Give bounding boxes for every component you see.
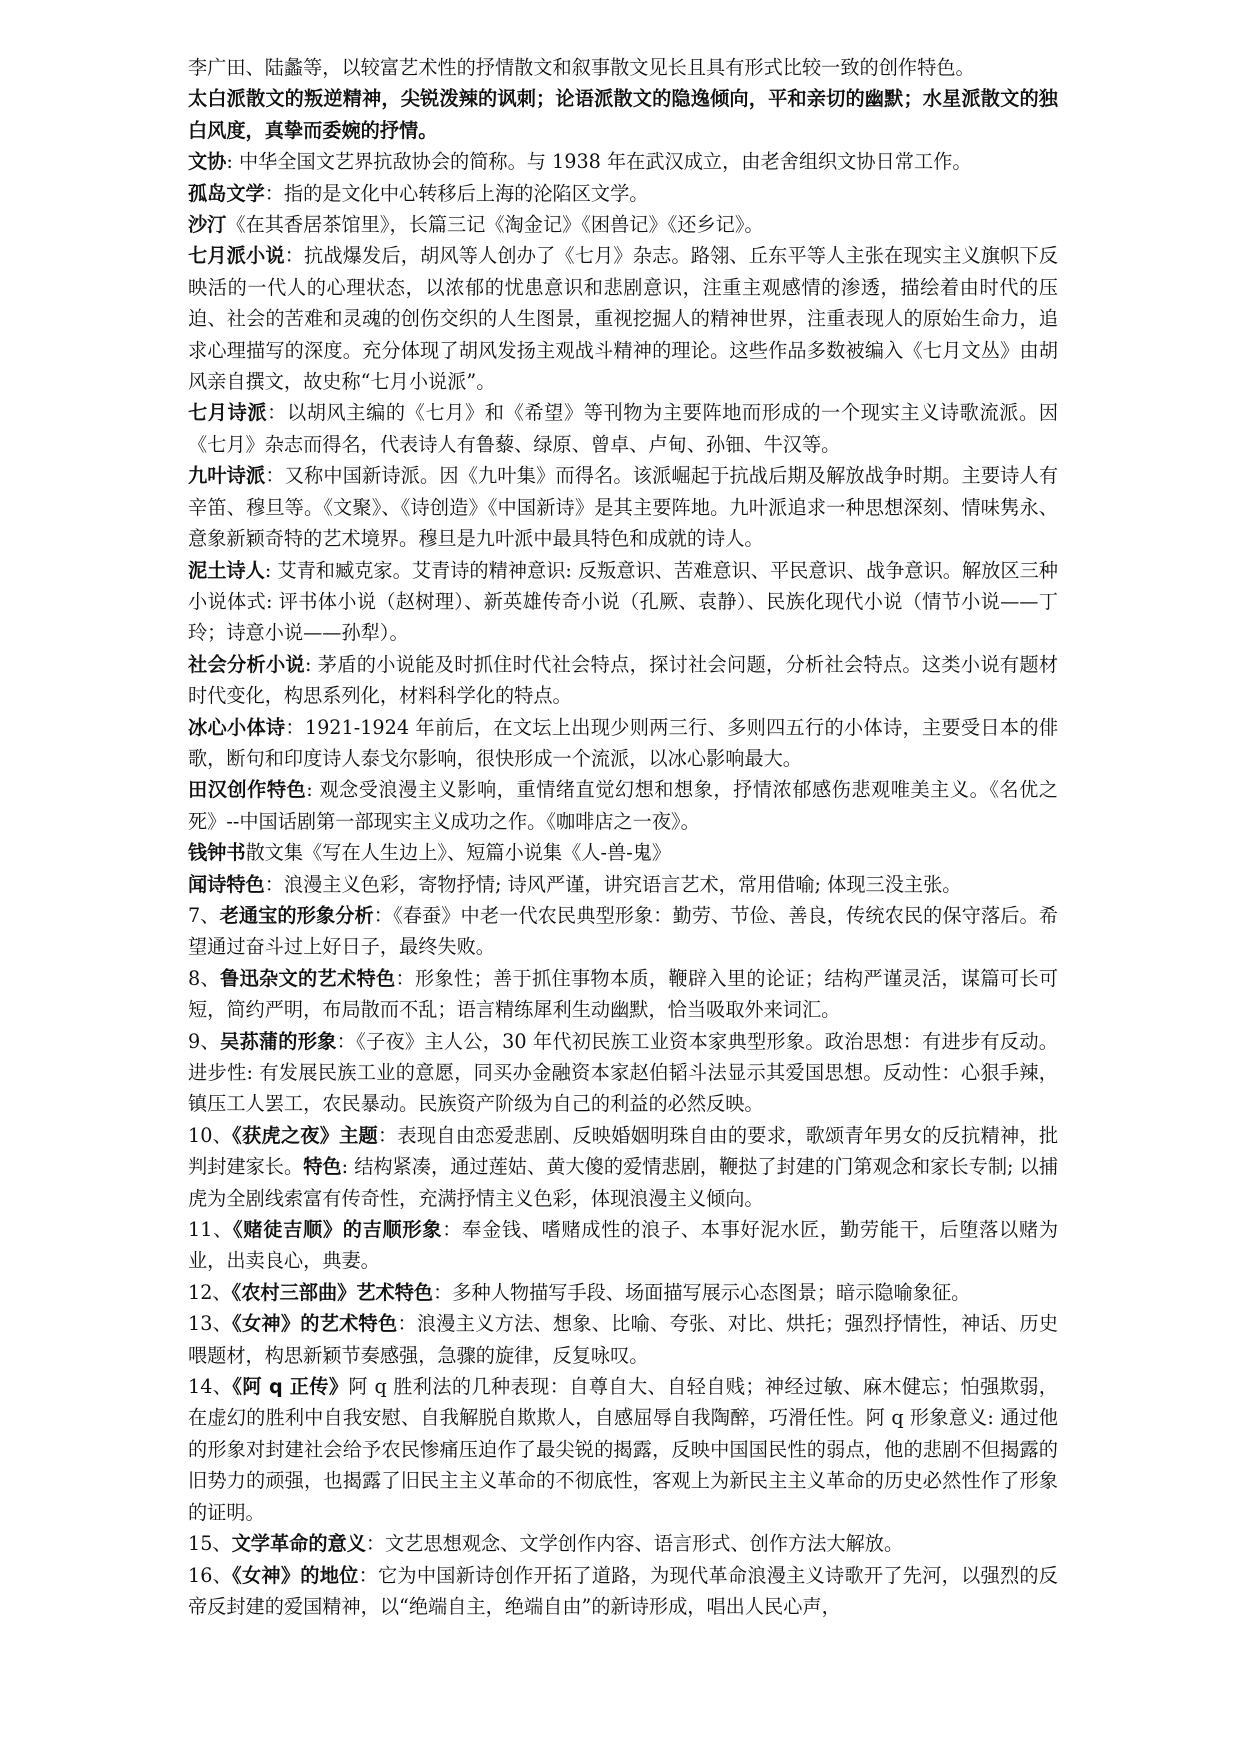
- paragraph-heading: 社会分析小说: [188, 652, 305, 676]
- paragraph-heading: 鲁迅杂文的艺术特色: [220, 966, 396, 990]
- paragraph-heading: 《获虎之夜》主题: [232, 1123, 378, 1147]
- item-number: 9、: [188, 1029, 220, 1053]
- paragraph-heading: 文协: [188, 150, 227, 174]
- paragraph-text: ：它为中国新诗创作开拓了道路，为现代革命浪漫主义诗歌开了先河，以强烈的反帝反封建的爱国精神，以“绝端自主，绝端自由”的新诗形成，唱出人民心声，: [188, 1563, 1058, 1618]
- paragraph-heading: 《女神》的艺术特色: [232, 1312, 398, 1336]
- item-number: 8、: [188, 966, 221, 990]
- paragraph-text: 《在其香居茶馆里》，长篇三记《淘金记》《困兽记》《还乡记》。: [226, 213, 764, 237]
- paragraph-qiyue-fiction: [188, 240, 1058, 397]
- paragraph-text: 阿 q 胜利法的几种表现：自尊自大、自轻自贱；神经过敏、麻木健忘；怕强欺弱，在虚幻的胜利中自我安慰、自我解脱自欺欺人，自感屈辱自我陶醉，巧滑任性。阿 q 形象意义: 通过他的形象对封建社会给予农民惨痛压迫作了最尖锐的揭露，反映中国国民性的弱点，他的悲剧不但揭露的旧势力的顽强，也揭露了旧民主主义革命的不彻底性，客观上为新民主主义革命的历史必然性作了形象的证明。: [188, 1375, 1058, 1524]
- paragraph-text: ：以胡风主编的《七月》和《希望》等刊物为主要阵地而形成的一个现实主义诗歌流派。因《七月》杂志而得名，代表诗人有鲁藜、绿原、曾卓、卢甸、孙钿、牛汉等。: [188, 401, 1059, 456]
- paragraph-soil-poets: [188, 555, 1058, 649]
- paragraph-heading: 孤岛文学: [188, 181, 265, 205]
- paragraph-text: ：《春蚕》中老一代农民典型形象：勤劳、节俭、善良，传统农民的保守落后。希望通过奋斗过上好日子，最终失败。: [188, 903, 1058, 959]
- paragraph-text: ：指的是文化中心转移后上海的沦陷区文学。: [264, 181, 649, 205]
- paragraph-heading: 吴荪蒲的形象: [219, 1029, 337, 1053]
- paragraph-heading: 泥土诗人: [188, 558, 265, 582]
- paragraph-text: ：又称中国新诗派。因《九叶集》而得名。该派崛起于抗战后期及解放战争时期。主要诗人有辛笛、穆旦等。《文聚》、《诗创造》《中国新诗》是其主要阵地。九叶派追求一种思想深刻、情味隽永、意象新颖奇特的艺术境界。穆旦是九叶派中最具特色和成就的诗人。: [188, 464, 1059, 551]
- paragraph-item-7: [188, 900, 1058, 963]
- item-number: 11、: [188, 1218, 234, 1242]
- paragraph-bingxin-poems: [188, 712, 1058, 775]
- paragraph-heading: 《农村三部曲》艺术特色: [231, 1280, 434, 1304]
- paragraph-social-analysis: [188, 649, 1058, 712]
- paragraph-item-14: [188, 1371, 1058, 1528]
- paragraph-item-11: [188, 1214, 1058, 1277]
- paragraph-heading: 《赌徒吉顺》的吉顺形象: [233, 1218, 443, 1242]
- item-number: 13、: [188, 1312, 233, 1336]
- paragraph-heading: 冰心小体诗: [188, 715, 286, 739]
- paragraph-tian-han: [188, 774, 1058, 837]
- paragraph-heading: 钱钟书: [188, 841, 246, 865]
- paragraph-qiyue-poetry: [188, 397, 1058, 460]
- item-number: 16、: [188, 1563, 233, 1587]
- paragraph-heading: 闻诗特色: [188, 872, 265, 896]
- paragraph-text: ：形象性；善于抓住事物本质，鞭辟入里的论证；结构严谨灵活，谋篇可长可短，简约严明，布局散而不乱；语言精练犀利生动幽默，恰当吸取外来词汇。: [188, 966, 1059, 1022]
- paragraph-item-15: [188, 1528, 1058, 1559]
- item-number: 15、: [188, 1532, 232, 1556]
- paragraph-subtext: : 结构紧凑，通过莲姑、黄大傻的爱情悲剧，鞭挞了封建的门第观念和家长专制; 以捕虎为全剧线索富有传奇性，充满抒情主义色彩，体现浪漫主义倾向。: [188, 1155, 1059, 1210]
- paragraph-text: 李广田、陆蠡等，以较富艺术性的抒情散文和叙事散文见长且具有形式比较一致的创作特色。: [188, 56, 975, 79]
- paragraph-heading: 沙汀: [188, 213, 227, 237]
- paragraph-text: ：表现自由恋爱悲剧、反映婚姻明珠自由的要求，歌颂青年男女的反抗精神，批判封建家长。: [188, 1123, 1059, 1179]
- paragraph-heading: 九叶诗派: [188, 464, 266, 488]
- paragraph-item-12: [188, 1277, 1058, 1308]
- item-number: 14、: [188, 1375, 233, 1399]
- document-page: [188, 52, 1058, 1622]
- paragraph-item-8: [188, 963, 1058, 1026]
- item-number: 10、: [188, 1123, 233, 1147]
- paragraph-gudao-wenxue: [188, 178, 1058, 209]
- paragraph-text: : 观念受浪漫主义影响，重情绪直觉幻想和想象，抒情浓郁感伤悲观唯美主义。《名优之死》--中国话剧第一部现实主义成功之作。《咖啡店之一夜》。: [188, 778, 1058, 833]
- paragraph-heading: 老通宝的形象分析: [219, 903, 374, 927]
- paragraph-item-9: [188, 1026, 1058, 1120]
- paragraph-heading: 文学革命的意义: [231, 1532, 366, 1556]
- paragraph-subheading: 特色: [303, 1155, 342, 1179]
- paragraph-text: : 中华全国文艺界抗敌协会的简称。与 1938 年在武汉成立，由老舍组织文协日常工作。: [226, 150, 972, 174]
- paragraph-text: ：文艺思想观念、文学创作内容、语言形式、创作方法大解放。: [365, 1532, 904, 1556]
- item-number: 7、: [188, 903, 220, 927]
- paragraph-text: ：《子夜》主人公，30 年代初民族工业资本家典型形象。政治思想：有进步有反动。进步性: 有发展民族工业的意愿，同买办金融资本家赵伯韬斗法显示其爱国思想。反动性：心狠手辣，镇压工人罢工，农民暴动。民族资产阶级为自己的利益的必然反映。: [188, 1029, 1058, 1116]
- paragraph-wen-yiduo: [188, 869, 1058, 900]
- paragraph-text: 散文集《写在人生边上》、短篇小说集《人-兽-鬼》: [245, 841, 672, 865]
- paragraph-qian-zhongshu: [188, 837, 1058, 868]
- paragraph-text: : 艾青和臧克家。艾青诗的精神意识: 反叛意识、苦难意识、平民意识、战争意识。解放区三种小说体式: 评书体小说（赵树理）、新英雄传奇小说（孔厥、袁静）、民族化现代小说（情节小说——丁玲；诗意小说——孙犁）。: [188, 558, 1058, 645]
- item-number: 12、: [188, 1280, 232, 1304]
- paragraph-prose-schools: [188, 83, 1058, 146]
- paragraph-item-13: [188, 1308, 1058, 1371]
- paragraph-heading: 《阿 q 正传》: [232, 1375, 349, 1399]
- paragraph-text: : 茅盾的小说能及时抓住时代社会特点，探讨社会问题，分析社会特点。这类小说有题材时代变化，构思系列化，材料科学化的特点。: [188, 652, 1059, 708]
- paragraph-heading: 《女神》的地位: [232, 1563, 359, 1587]
- paragraph-heading: 田汉创作特色: [188, 778, 307, 802]
- paragraph-heading: 七月派小说: [188, 244, 285, 268]
- paragraph-heading: 七月诗派: [188, 401, 268, 425]
- paragraph-wenxie: [188, 146, 1058, 177]
- paragraph-text: ：浪漫主义方法、想象、比喻、夸张、对比、烘托；强烈抒情性，神话、历史喂题材，构思新颖节奏感强，急骤的旋律，反复咏叹。: [188, 1312, 1059, 1367]
- paragraph-text: ：多种人物描写手段、场面描写展示心态图景；暗示隐喻象征。: [433, 1280, 971, 1304]
- paragraph-text: ：抗战爆发后，胡风等人创办了《七月》杂志。路翎、丘东平等人主张在现实主义旗帜下反映活的一代人的心理状态，以浓郁的忧患意识和悲剧意识，注重主观感情的渗透，描绘着由时代的压迫、社会的苦难和灵魂的创伤交织的人生图景，重视挖掘人的精神世界，注重表现人的原始生命力，追求心理描写的深度。充分体现了胡风发扬主观战斗精神的理论。这些作品多数被编入《七月文丛》由胡风亲自撰文，故史称“七月小说派”。: [188, 244, 1059, 394]
- paragraph-text: ：奉金钱、嗜赌成性的浪子、本事好泥水匠，勤劳能干，后堕落以赌为业，出卖良心，典妻。: [188, 1218, 1059, 1273]
- paragraph-sha-ting: [188, 209, 1058, 240]
- paragraph-text: ：1921-1924 年前后，在文坛上出现少则两三行、多则四五行的小体诗，主要受日本的俳歌，断句和印度诗人泰戈尔影响，很快形成一个流派，以冰心影响最大。: [188, 715, 1058, 770]
- paragraph-item-16: [188, 1560, 1058, 1623]
- paragraph-text: ：浪漫主义色彩，寄物抒情; 诗风严谨，讲究语言艺术，常用借喻; 体现三没主张。: [264, 872, 962, 896]
- paragraph-heading: 太白派散文的叛逆精神，尖锐泼辣的讽刺；论语派散文的隐逸倾向，平和亲切的幽默；水星派散文的独白风度，真挚而委婉的抒情。: [188, 87, 1058, 142]
- paragraph-jiuye-poetry: [188, 460, 1058, 554]
- paragraph-lu-li: [188, 52, 1058, 83]
- paragraph-item-10: [188, 1120, 1058, 1214]
